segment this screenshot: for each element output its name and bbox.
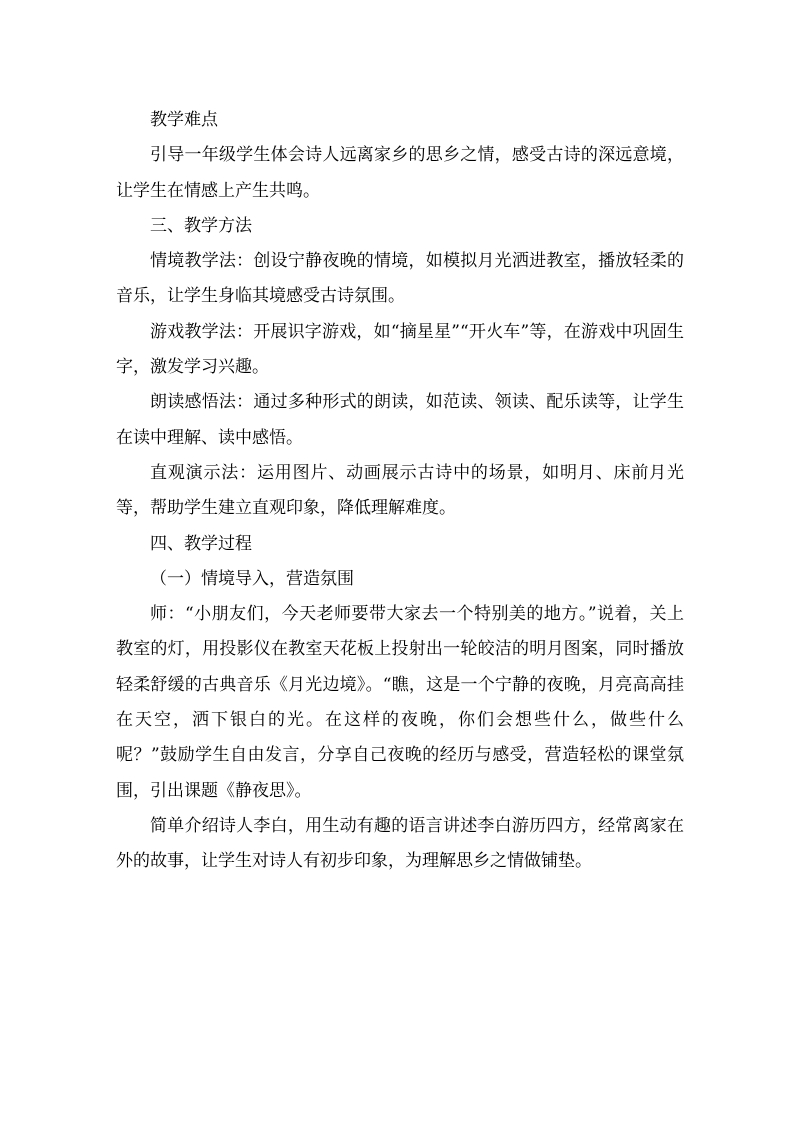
paragraph-reading-method: 朗读感悟法：通过多种形式的朗读，如范读、领读、配乐读等，让学生在读中理解、读中感悟。 (116, 392, 684, 448)
paragraph-demonstration-method: 直观演示法：运用图片、动画展示古诗中的场景，如明月、床前月光等，帮助学生建立直观印象，降低理解难度。 (116, 462, 684, 519)
paragraph-situational-method: 情境教学法：创设宁静夜晚的情境，如模拟月光洒进教室，播放轻柔的音乐，让学生身临其境感受古诗氛围。 (116, 251, 684, 307)
section-heading-teaching-process: 四、教学过程 (150, 533, 252, 554)
section-heading-teaching-difficulties: 教学难点 (150, 110, 218, 130)
paragraph-teacher-introduction: 师：“小朋友们，今天老师要带大家去一个特别美的地方。”说着，关上教室的灯，用投影仪在教室天花板上投射出一轮皎洁的明月图案，同时播放轻柔舒缓的古典音乐《月光边境》。“瞧，这是一个宁静的夜晚，月亮高高挂在天空，洒下银白的光。在这样的夜晚，你们会想些什么，做些什么呢？”鼓励学生自由发言，分享自己夜晚的经历与感受，营造轻松的课堂氛围，引出课题《静夜思》。 (116, 604, 684, 801)
document-body (116, 103, 684, 880)
paragraph-game-method: 游戏教学法：开展识字游戏，如“摘星星”“开火车”等，在游戏中巩固生字，激发学习兴趣。 (116, 321, 684, 378)
subheading-situational-introduction: （一）情境导入，营造氛围 (150, 568, 354, 589)
section-heading-teaching-methods: 三、教学方法 (150, 215, 252, 236)
paragraph-teaching-difficulties: 引导一年级学生体会诗人远离家乡的思乡之情，感受古诗的深远意境，让学生在情感上产生共鸣。 (116, 145, 684, 201)
paragraph-poet-introduction: 简单介绍诗人李白，用生动有趣的语言讲述李白游历四方，经常离家在外的故事，让学生对诗人有初步印象，为理解思乡之情做铺垫。 (116, 815, 684, 872)
